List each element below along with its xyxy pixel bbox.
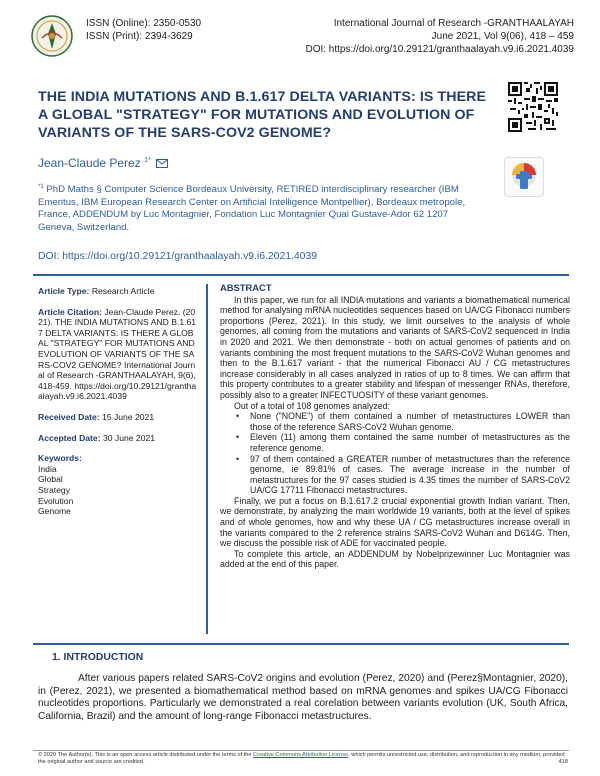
journal-doi[interactable]: DOI: https://doi.org/10.29121/granthaalayah.v9.i6.2021.4039 <box>305 44 574 55</box>
article-type-label: Article Type: <box>38 286 90 296</box>
article-sidebar <box>38 286 198 527</box>
author-name: Jean-Claude Perez <box>38 156 141 170</box>
keywords-list <box>38 464 198 517</box>
received-date <box>38 412 198 423</box>
mail-icon[interactable] <box>156 159 168 168</box>
abstract-paragraph: Finally, we put a focus on B.1.617.2 crucial exponential growth Indian variant. Then, we demonstrate, by analyzing the main worldwide 19 variants, both at the level of spikes and of whole genomes, how and why these UA / CG metastructures increase overall in the variants compared to the 2 reference strains SARS-CoV2 Wuhan and D614G. Then, we discuss the possible risk of ADE for vaccinated people. <box>220 495 570 549</box>
keyword-item: Genome <box>38 506 71 517</box>
received-label: Received Date: <box>38 411 100 422</box>
column-divider <box>206 284 208 634</box>
abstract-bullet: • Eleven (11) among them contained the same number of metastructures as the reference genome. <box>250 432 570 453</box>
accepted-date <box>38 433 198 444</box>
citation-value: Jean-Claude Perez. (2021). THE INDIA MUTATIONS AND B.1.617 DELTA VARIANTS: IS THERE A GLOBAL "STRATEGY" FOR MUTATIONS AND EVOLUTION OF VARIANTS OF THE SARS-COV2 GENOME? International Journal of Research -GRANTHAALAYAH, 9(6), 418-459. https://doi.org/10.29121/granthaalayah.v9.i6.2021.4039 <box>38 306 197 402</box>
introduction-paragraph: After various papers related SARS-CoV2 origins and evolution (Perez, 2020) and (Perez§Montagnier, 2020), in (Perez, 2021), we presented a biomathematical method based on mRNA genomes and spikes UA/CG Fibonacci nucleotides proportions. Particularly we demonstrated a real corelation between variants evolution (UK, South Africa, California, Brazil) and the amount of long-range Fibonacci metastructures. <box>38 673 568 722</box>
license-text-after: , which permits unrestricted use, distribution, and reproduction in any medium, provided the original author and source are credited. <box>38 752 565 765</box>
introduction-heading: 1. INTRODUCTION <box>52 652 144 663</box>
keyword-item: Strategy <box>38 484 71 495</box>
keyword-item: India <box>38 463 57 474</box>
header-divider <box>33 274 569 276</box>
license-link[interactable]: Creative Commons Attribution License <box>253 752 349 758</box>
abstract-divider <box>33 643 569 645</box>
qr-code-icon <box>508 82 558 132</box>
author-line <box>38 156 168 170</box>
abstract-bullet-list <box>250 411 570 496</box>
issn-print: ISSN (Print): 2394-3629 <box>86 31 193 42</box>
article-citation <box>38 307 198 402</box>
keyword-item: Evolution <box>38 495 74 506</box>
keyword-item: Global <box>38 474 63 485</box>
keywords <box>38 453 198 517</box>
abstract-paragraph: In this paper, we run for all INDIA mutations and variants a biomathematical numerical method for analysing mRNA nucleotides sequences based on UA/CG Fibonacci numbers proportions (Perez, 2021). In this study, we limit ourselves to the analysis of whole genomes, all coming from the mutations and variants of SARS-CoV2 sequenced in India in 2020 and 2021. We then demonstrate - both on actual genomes of patients and on variants combining the most frequent mutations to the SARS-CoV2 Wuhan genomes and then to the B.1.617 variant - that the numerical Fibonacci AU / CG metastructures increase considerably in all cases analyzed in ratios of up to 8 times. We can affirm that this property contributes to a greater stability and lifespan of messenger RNAs, therefore, possibly also to a greater INFECTUOSITY of these variant genomes. <box>220 294 570 400</box>
abstract-paragraph: Out of a total of 108 genomes analyzed: <box>234 400 391 411</box>
accepted-label: Accepted Date: <box>38 432 101 443</box>
journal-logo-icon <box>30 14 74 58</box>
license-footer <box>38 752 566 766</box>
received-value: 15 June 2021 <box>102 411 155 422</box>
article-doi[interactable]: DOI: https://doi.org/10.29121/granthaalayah.v9.i6.2021.4039 <box>38 251 318 262</box>
license-text-before: © 2020 The Author(s). This is an open access article distributed under the terms of the <box>38 752 252 758</box>
affiliation <box>38 181 478 234</box>
article-type <box>38 286 198 297</box>
affiliation-superscript: *1 <box>38 184 44 190</box>
citation-label: Article Citation: <box>38 306 102 317</box>
author-superscript: 1* <box>144 157 151 164</box>
issn-block <box>86 17 201 43</box>
abstract-title: ABSTRACT <box>220 282 272 293</box>
issn-online: ISSN (Online): 2350-0530 <box>86 18 202 29</box>
abstract-bullet: • 97 of them contained a GREATER number of metastructures than the reference genome, ie 89.81% of cases. The average increase in the number of metastructures for the 97 cases studied is 4.35 times the number of SARS-CoV2 UA/CG 17711 Fibonacci metastructures. <box>250 454 570 496</box>
introduction-body <box>38 673 568 723</box>
affiliation-text: PhD Maths § Computer Science Bordeaux University, RETIRED interdisciplinary researcher (IBM Emeritus, IBM European Research Center on Artificial Intelligence Montpellier), Bordeaux metropole, France, ADDENDUM by Luc Montagnier, Fondation Luc Montagnier Quai Gustave-Ador 62 1207 Geneva, Switzerland. <box>38 184 466 233</box>
keywords-label: Keywords: <box>38 453 82 464</box>
article-title: THE INDIA MUTATIONS AND B.1.617 DELTA VARIANTS: IS THERE A GLOBAL "STRATEGY" FOR MUTATIONS AND EVOLUTION OF VARIANTS OF THE SARS-COV2 GENOME? <box>38 89 487 141</box>
abstract-bullet: • None ("NONE") of them contained a number of metastructures LOWER than those of the reference SARS-CoV2 Wuhan genome. <box>250 411 570 432</box>
journal-info <box>305 17 574 56</box>
page-number: 418 <box>558 759 568 765</box>
abstract-paragraph: To complete this article, an ADDENDUM by Nobelprizewinner Luc Montagnier was added at the end of this paper. <box>220 548 570 570</box>
abstract <box>220 283 570 570</box>
journal-issue: June 2021, Vol 9(06), 418 – 459 <box>431 31 574 42</box>
crossmark-icon[interactable] <box>504 157 544 197</box>
accepted-value: 30 June 2021 <box>102 432 156 443</box>
journal-name: International Journal of Research -GRANTHAALAYAH <box>333 18 574 29</box>
article-type-value: Research Article <box>91 286 155 296</box>
footer-divider <box>33 750 569 751</box>
